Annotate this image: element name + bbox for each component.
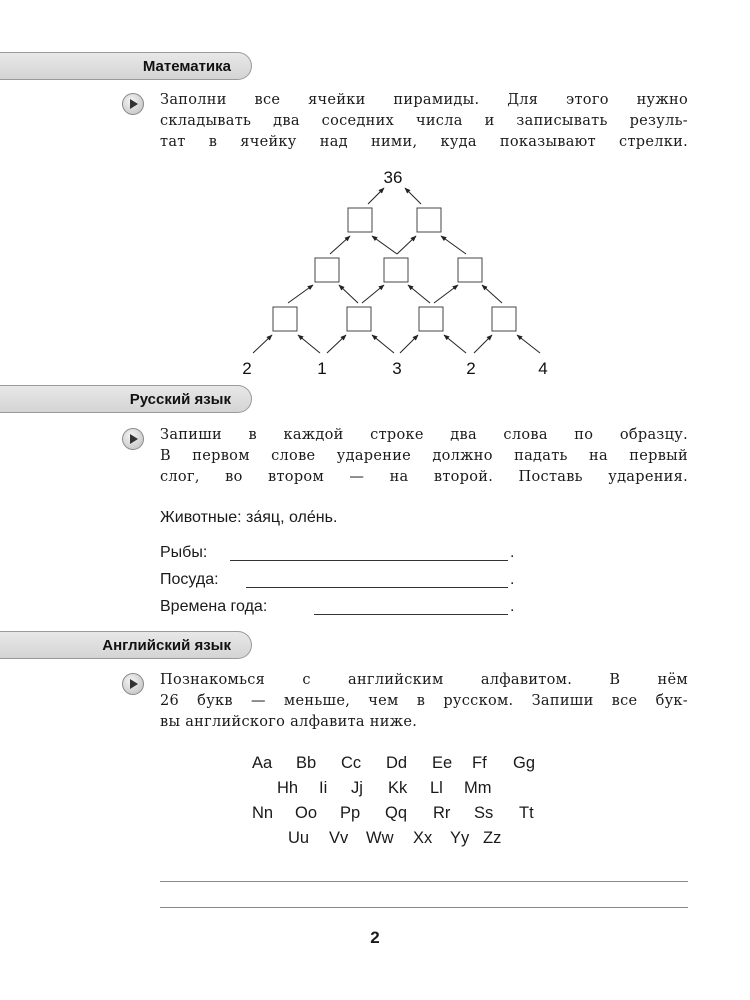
pyramid-cell[interactable]	[417, 208, 441, 232]
letter-pair: Yy	[450, 829, 470, 847]
writing-line[interactable]	[160, 881, 688, 882]
instruction-line: слог, во втором — на второй. Поставь ударения.	[160, 469, 688, 485]
letter-pair: Nn	[252, 804, 274, 822]
letter-pair: Mm	[464, 779, 492, 797]
section-tab-label: Русский язык	[129, 391, 231, 408]
fill-row	[160, 571, 219, 589]
alphabet-row	[288, 829, 501, 848]
letter-pair: Dd	[386, 754, 408, 772]
instruction-line: Запиши в каждой строке два слова по образцу.	[160, 427, 688, 443]
alphabet-row	[277, 779, 492, 798]
letter-pair: Pp	[340, 804, 361, 822]
pyramid-cell[interactable]	[458, 258, 482, 282]
letter-pair: Ww	[366, 829, 394, 847]
pyramid-cell[interactable]	[315, 258, 339, 282]
instruction-line: Познакомься с английским алфавитом. В нём	[160, 672, 688, 688]
letter-pair: Gg	[513, 754, 536, 772]
letter-pair: Zz	[483, 829, 502, 847]
section-tab-russian	[0, 385, 252, 413]
fill-row-label: Рыбы:	[160, 544, 208, 561]
fill-row-label: Посуда:	[160, 571, 219, 588]
fill-row-end: .	[510, 598, 515, 615]
letter-pair: Ss	[474, 804, 494, 822]
play-icon	[122, 428, 144, 450]
pyramid-base-value: 3	[392, 359, 402, 378]
instruction-line: В первом слове ударение должно падать на первый	[160, 448, 688, 464]
pyramid-cell[interactable]	[273, 307, 297, 331]
fill-row-end: .	[510, 571, 515, 588]
pyramid-cell[interactable]	[347, 307, 371, 331]
section-tab-english	[0, 631, 252, 659]
letter-pair: Cc	[341, 754, 362, 772]
pyramid-cell[interactable]	[384, 258, 408, 282]
letter-pair: Ii	[319, 779, 328, 797]
letter-pair: Ee	[432, 754, 453, 772]
instruction-line: Заполни все ячейки пирамиды. Для этого нужно	[160, 92, 688, 108]
answer-line[interactable]	[314, 614, 508, 615]
pyramid-cell[interactable]	[492, 307, 516, 331]
letter-pair: Qq	[385, 804, 408, 822]
fill-row-label: Времена года:	[160, 598, 268, 615]
letter-pair: Aa	[252, 754, 273, 772]
answer-line[interactable]	[230, 560, 508, 561]
pyramid-cell[interactable]	[348, 208, 372, 232]
instruction-line: вы английского алфавита ниже.	[160, 714, 418, 730]
section-tab-label: Английский язык	[102, 637, 231, 654]
letter-pair: Rr	[433, 804, 451, 822]
english-instruction	[160, 670, 688, 733]
letter-pair: Oo	[295, 804, 318, 822]
pyramid-base-value: 2	[466, 359, 476, 378]
letter-pair: Jj	[351, 779, 363, 797]
instruction-line: тат в ячейку над ними, куда показывают стрелки.	[160, 134, 688, 150]
letter-pair: Ll	[430, 779, 443, 797]
fill-row	[160, 598, 267, 616]
pyramid-base-value: 2	[242, 359, 252, 378]
letter-pair: Kk	[388, 779, 408, 797]
answer-line[interactable]	[246, 587, 508, 588]
russian-instruction	[160, 425, 688, 488]
section-tab-label: Математика	[142, 58, 231, 75]
pyramid-base-value: 1	[317, 359, 327, 378]
letter-pair: Uu	[288, 829, 310, 847]
letter-pair: Xx	[413, 829, 433, 847]
play-icon	[122, 673, 144, 695]
pyramid-cell[interactable]	[419, 307, 443, 331]
letter-pair: Tt	[519, 804, 534, 822]
fill-row	[160, 544, 207, 562]
writing-line[interactable]	[160, 907, 688, 908]
letter-pair: Bb	[296, 754, 317, 772]
pyramid-base-value: 4	[538, 359, 548, 378]
instruction-line: 26 букв — меньше, чем в русском. Запиши все бук-	[160, 693, 688, 709]
letter-pair: Hh	[277, 779, 299, 797]
alphabet-row	[252, 804, 534, 823]
number-pyramid	[0, 0, 750, 390]
fill-row-end: .	[510, 544, 515, 561]
instruction-line: складывать два соседних числа и записывать резуль-	[160, 113, 688, 129]
alphabet-row	[252, 754, 535, 773]
russian-example: Животные: за́яц, оле́нь.	[160, 509, 338, 526]
pyramid-top-value: 36	[383, 168, 403, 187]
letter-pair: Ff	[472, 754, 487, 772]
page-number: 2	[370, 928, 380, 947]
letter-pair: Vv	[329, 829, 349, 847]
